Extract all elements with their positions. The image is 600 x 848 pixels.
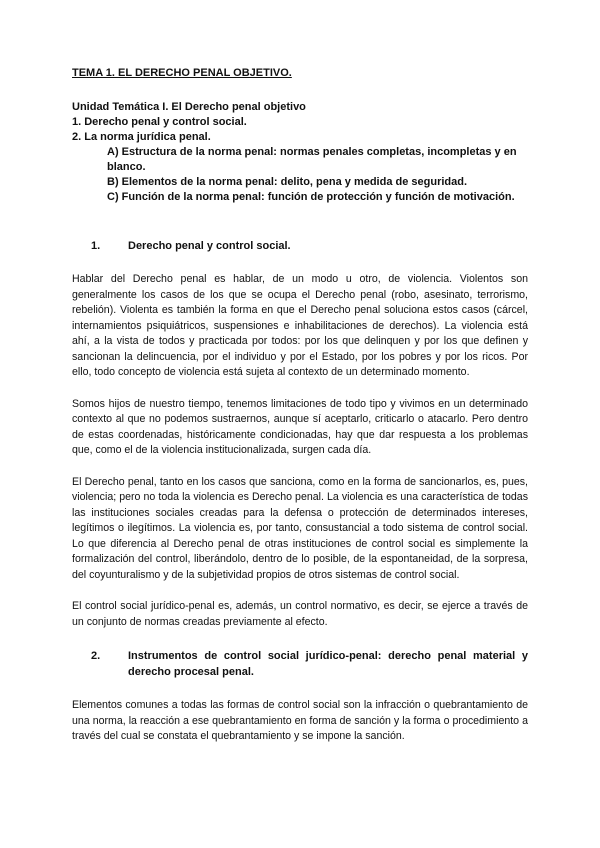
section-2-number: 2.: [91, 650, 101, 662]
toc-subitem-b: B) Elementos de la norma penal: delito, pena y medida de seguridad.: [107, 176, 468, 188]
section-1-heading: [72, 238, 528, 254]
table-of-contents: [72, 100, 528, 205]
toc-subitem-c: C) Función de la norma penal: función de protección y función de motivación.: [107, 191, 515, 203]
section-1-title: Derecho penal y control social.: [128, 240, 291, 252]
section-2-title: Instrumentos de control social jurídico-penal: derecho penal material y derecho procesal penal.: [128, 650, 528, 678]
section-2-heading: [72, 648, 528, 680]
paragraph: Somos hijos de nuestro tiempo, tenemos limitaciones de todo tipo y vivimos en un determinado contexto al que no podemos sustraernos, aunque sí aceptarlo, criticarlo o atacarlo. Pero dentro de estas coordenadas, históricamente condicionadas, hay que dar respuesta a los problemas que, como el de la violencia institucionalizada, surgen cada día.: [72, 397, 528, 456]
toc-subitem-a: A) Estructura de la norma penal: normas penales completas, incompletas y en blanco.: [107, 146, 517, 173]
paragraph: Hablar del Derecho penal es hablar, de un modo u otro, de violencia. Violentos son generalmente los casos de los que se ocupa el Derecho penal (robo, asesinato, terrorismo, rebelión). Violenta es también la forma en que el Derecho penal soluciona estos casos (cárcel, internamientos psiquiátricos, suspensiones e inhabilitaciones de derechos). La violencia está ahí, a la vista de todos y practicada por todos: por los que delinquen y por los que definen y sancionan la delincuencia, por el individuo y por el Estado, por los pobres y por los ricos. Por ello, todo concepto de violencia está sujeta al contexto de un determinado momento.: [72, 273, 528, 378]
document-title: TEMA 1. EL DERECHO PENAL OBJETIVO.: [72, 67, 292, 79]
paragraph: Elementos comunes a todas las formas de control social son la infracción o quebrantamiento de una norma, la reacción a ese quebrantamiento en forma de sanción y la forma o procedimiento a través del cual se constata el quebrantamiento y se impone la sanción.: [72, 699, 528, 742]
toc-unit: Unidad Temática I. El Derecho penal objetivo: [72, 101, 306, 113]
paragraph: El control social jurídico-penal es, además, un control normativo, es decir, se ejerce a través de un conjunto de normas creadas previamente al efecto.: [72, 600, 528, 628]
paragraph: El Derecho penal, tanto en los casos que sanciona, como en la forma de sancionarlos, es, pues, violencia; pero no toda la violencia es Derecho penal. La violencia es una característica de todas las instituciones sociales creadas para la defensa o protección de determinados intereses, legítimos o ilegítimos. La violencia es, por tanto, consustancial a todo sistema de control social. Lo que diferencia al Derecho penal de otras instituciones de control social es simplemente la formalización del control, liberándolo, dentro de lo posible, de la espontaneidad, de la sorpresa, del coyunturalismo y de la subjetividad propios de otros sistemas de control social.: [72, 475, 528, 581]
toc-item-1: 1. Derecho penal y control social.: [72, 116, 247, 128]
section-1-number: 1.: [91, 240, 101, 252]
toc-item-2: 2. La norma jurídica penal.: [72, 131, 211, 143]
